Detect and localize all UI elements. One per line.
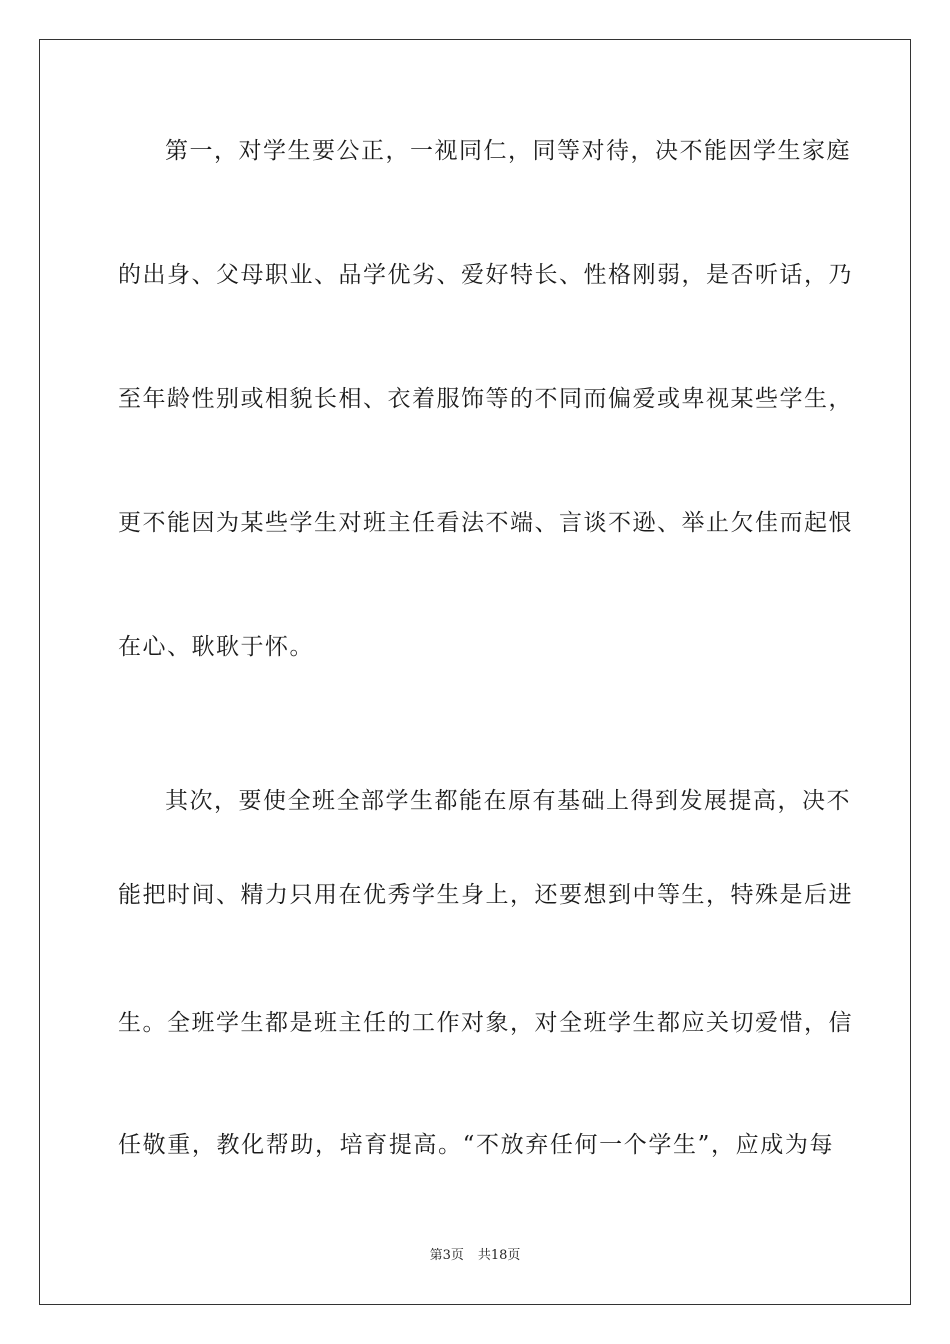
text-line: 第一，对学生要公正，一视同仁，同等对待，决不能因学生家庭	[165, 138, 851, 164]
text-line: 的出身、父母职业、品学优劣、爱好特长、性格刚弱，是否听话，乃	[118, 262, 853, 288]
text-line: 任敬重，教化帮助，培育提高。“不放弃任何一个学生”，应成为每	[118, 1132, 834, 1158]
text-line: 更不能因为某些学生对班主任看法不端、言谈不逊、举止欠佳而起恨	[118, 510, 853, 536]
page-frame	[39, 39, 911, 1305]
page-footer	[0, 1247, 950, 1265]
text-line: 能把时间、精力只用在优秀学生身上，还要想到中等生，特殊是后进	[118, 882, 853, 908]
page-total: 共18页	[477, 1248, 521, 1263]
text-line: 至年龄性别或相貌长相、衣着服饰等的不同而偏爱或卑视某些学生，	[118, 386, 853, 412]
text-line: 在心、耿耿于怀。	[118, 634, 314, 660]
page-number: 第3页	[429, 1248, 464, 1263]
text-line: 生。全班学生都是班主任的工作对象，对全班学生都应关切爱惜，信	[118, 1010, 853, 1036]
text-line: 其次，要使全班全部学生都能在原有基础上得到发展提高，决不	[165, 788, 851, 814]
